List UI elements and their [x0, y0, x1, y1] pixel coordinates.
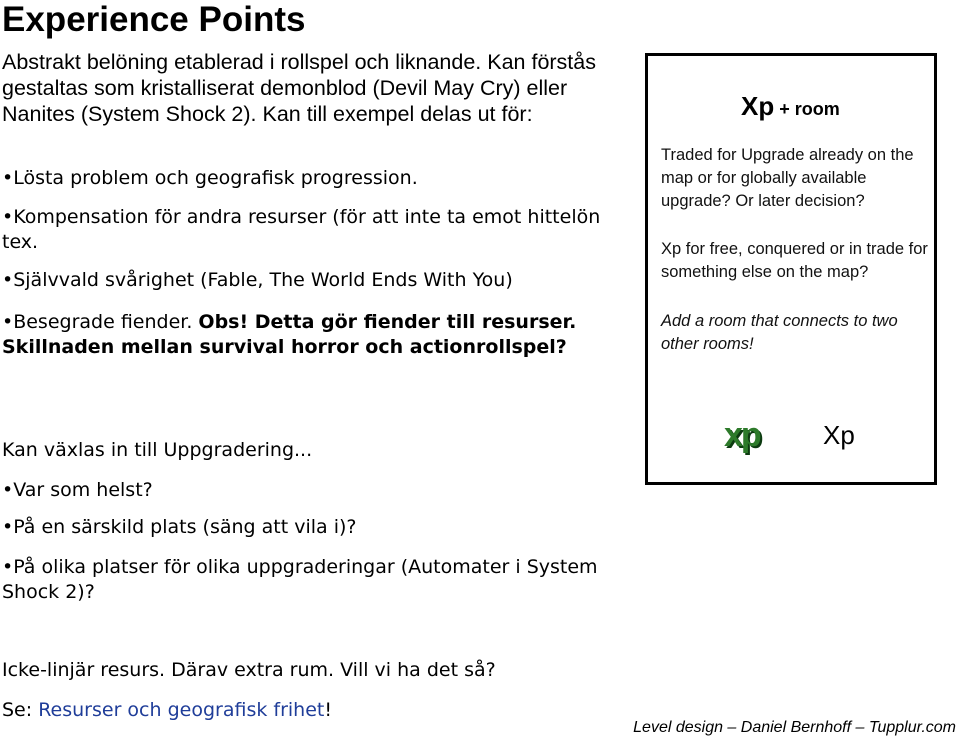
intro-paragraph: Abstrakt belöning etablerad i rollspel och liknande. Kan förstås gestaltas som kristalliserat demonblod (Devil May Cry) eller Nanites (System Shock 2). Kan till exempel delas ut för:: [2, 50, 596, 126]
bullet-compensation: •Kompensation för andra resurser (för att inte ta emot hittelön tex.: [2, 206, 601, 253]
card-heading-xp: Xp: [741, 91, 775, 121]
xp-logo-plain: Xp: [823, 420, 855, 450]
card-paragraph-room: Add a room that connects to two other rooms!: [661, 312, 898, 353]
bullet-enemies-note: Obs! Detta gör fiender till resurser. Skillnaden mellan survival horror och actionrollspel?: [2, 311, 577, 358]
bullet-enemies-text: •Besegrade fiender.: [2, 311, 199, 333]
bullet-different-places: •På olika platser för olika uppgraderingar (Automater i System Shock 2)?: [2, 556, 598, 603]
xp-room-card: [645, 53, 937, 485]
see-prefix: Se:: [2, 699, 39, 721]
see-also: [2, 698, 612, 723]
bullet-anywhere: •Var som helst?: [2, 479, 153, 501]
bullet-difficulty: •Självvald svårighet (Fable, The World Ends With You): [2, 269, 513, 291]
card-heading-room: + room: [774, 99, 840, 119]
upgrade-lead: Kan växlas in till Uppgradering...: [2, 439, 313, 461]
card-paragraph-free: Xp for free, conquered or in trade for something else on the map?: [661, 240, 928, 281]
bullet-enemies: [2, 310, 602, 360]
card-heading: [741, 91, 840, 122]
bullet-specific-place: •På en särskild plats (säng att vila i)?: [2, 516, 357, 538]
card-paragraph-trade: Traded for Upgrade already on the map or for globally available upgrade? Or later decision?: [661, 146, 914, 210]
bullet-puzzles: •Lösta problem och geografisk progression.: [2, 167, 418, 189]
footer-credit: Level design – Daniel Bernhoff – Tupplur.com: [633, 719, 956, 736]
closing-line: Icke-linjär resurs. Därav extra rum. Vill vi ha det så?: [2, 659, 496, 681]
page-title: Experience Points: [2, 0, 306, 39]
see-link[interactable]: Resurser och geografisk frihet: [38, 699, 325, 721]
xp-logo-green: xp: [724, 416, 760, 454]
see-suffix: !: [324, 699, 332, 721]
